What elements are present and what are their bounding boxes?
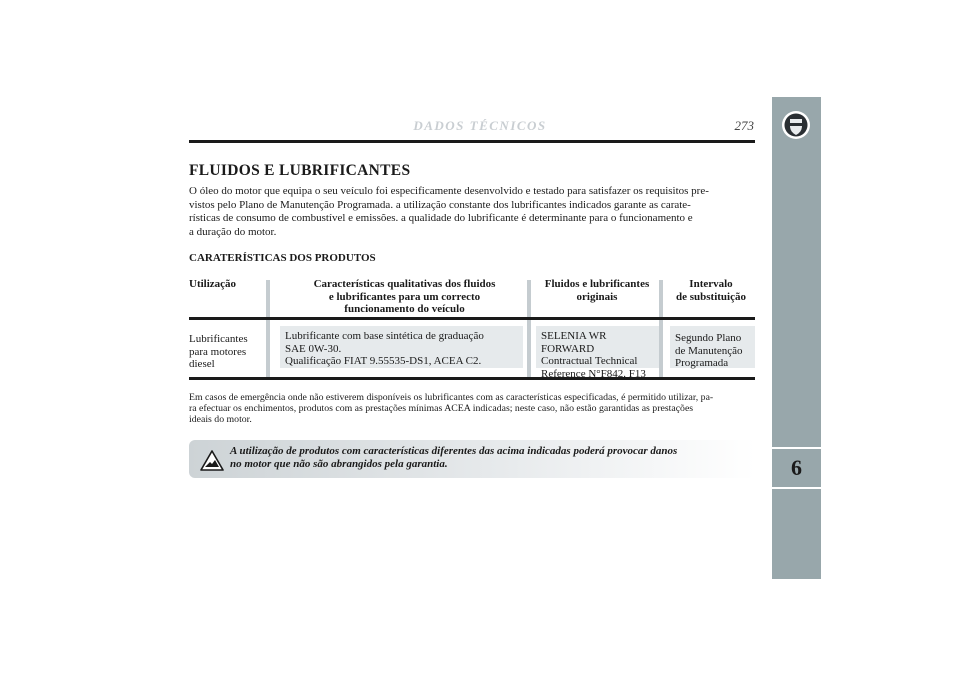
table-bottom-rule (189, 377, 755, 380)
col-header-line: originais (576, 290, 618, 303)
intro-line: vistos pelo Plano de Manutenção Programada. a utilização constante dos lubrificantes indicados garante as carate- (189, 198, 691, 211)
cell-line: SELENIA WR FORWARD (541, 330, 607, 355)
col-header-fluid (538, 278, 656, 303)
column-separator (659, 280, 663, 380)
cell-line: Programada (675, 357, 729, 369)
subheading: CARATERÍSTICAS DOS PRODUTOS (189, 252, 376, 264)
table-cell-spec (280, 326, 523, 368)
cell-line: Qualificação FIAT 9.55535-DS1, ACEA C2. (285, 355, 482, 367)
column-separator (266, 280, 270, 380)
table-header-rule (189, 317, 755, 320)
warning-text (230, 445, 745, 470)
table-cell-interval (670, 326, 755, 368)
chapter-side-tab (772, 97, 821, 579)
col-header-line: Intervalo (689, 278, 733, 290)
running-header-title: DADOS TÉCNICOS (413, 118, 547, 133)
col-header-line: funcionamento do veículo (344, 303, 465, 315)
col-header-interval (668, 278, 754, 303)
cell-line: para motores (189, 345, 247, 358)
section-title: FLUIDOS E LUBRIFICANTES (189, 162, 411, 179)
cell-line: SAE 0W-30. (285, 342, 342, 355)
note-line: ra efectuar os enchimentos, produtos com as prestações mínimas ACEA indicadas; neste caso, não estão garantidas as prestações (189, 403, 694, 414)
cell-line: Reference N°F842. F13 (541, 367, 646, 380)
intro-paragraph (189, 185, 755, 239)
note-line: Em casos de emergência onde não estiverem disponíveis os lubrificantes com as características especificadas, é permitido utilizar, pa- (189, 392, 714, 403)
intro-line: rísticas de consumo de combustível e emissões. a qualidade do lubrificante é determinante para o funcionamento e (189, 212, 693, 224)
warning-line: no motor que não são abrangidos pela garantia. (230, 457, 448, 470)
cell-line: Lubrificantes (189, 333, 248, 345)
col-header-spec (282, 278, 527, 316)
cell-line: Lubrificante com base sintética de graduação (285, 330, 484, 342)
col-header-line: Fluidos e lubrificantes (544, 278, 650, 290)
col-header-line: Características qualitativas dos fluidos (313, 278, 496, 290)
intro-line: O óleo do motor que equipa o seu veículo foi especificamente desenvolvido e testado para satisfazer os requisitos pre- (189, 185, 709, 197)
chapter-number: 6 (772, 447, 821, 489)
cell-line: de Manutenção (675, 344, 743, 357)
warning-line: A utilização de produtos com características diferentes das acima indicadas poderá provocar danos (230, 445, 678, 457)
cell-line: Contractual Technical (541, 355, 638, 367)
table-cell-fluid (536, 326, 659, 380)
header-rule (189, 140, 755, 143)
note-line: ideais do motor. (189, 414, 252, 425)
column-separator (527, 280, 531, 380)
intro-line: a duração do motor. (189, 225, 277, 238)
warning-triangle-icon (200, 450, 224, 471)
col-header-usage: Utilização (189, 278, 237, 290)
table-cell-usage (189, 333, 248, 371)
warning-panel (189, 440, 755, 478)
emergency-note (189, 392, 755, 425)
col-header-line: e lubrificantes para um correcto (328, 290, 481, 303)
cell-line: Segundo Plano (675, 332, 742, 344)
page-number: 273 (734, 118, 754, 133)
col-header-line: de substituição (676, 290, 746, 303)
lancia-shield-icon (781, 110, 811, 140)
cell-line: diesel (189, 358, 215, 370)
